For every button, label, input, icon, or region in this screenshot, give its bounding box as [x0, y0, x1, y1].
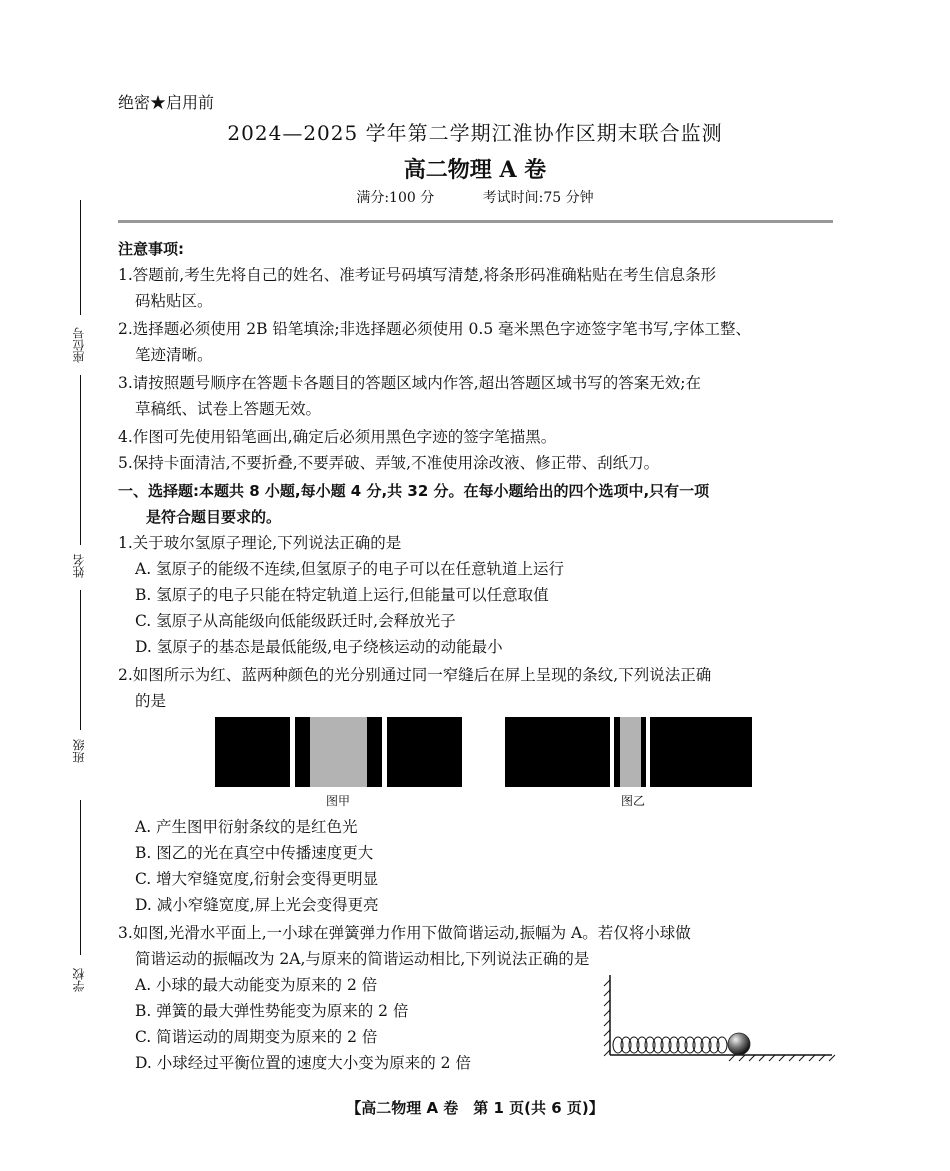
- exam-time: 考试时间:75 分钟: [482, 190, 594, 206]
- side-label-seat: 座位号: [72, 327, 86, 363]
- side-label-class: 班级: [72, 739, 86, 763]
- bright-fringe: [610, 717, 614, 787]
- spring-ball-figure: [600, 970, 840, 1065]
- exam-meta: [0, 187, 950, 207]
- q3-option-c: C. 简谐运动的周期变为原来的 2 倍: [135, 1028, 378, 1046]
- notice-item: 2.选择题必须使用 2B 铅笔填涂;非选择题必须使用 0.5 毫米黑色字迹签字笔书写,字体工整、: [118, 320, 752, 338]
- side-line: [80, 590, 81, 730]
- central-fringe: [310, 717, 367, 787]
- bright-fringe: [646, 717, 650, 787]
- q1-option-d: D. 氢原子的基态是最低能级,电子绕核运动的动能最小: [135, 638, 503, 656]
- side-line: [80, 375, 81, 545]
- diffraction-figure-a: [215, 717, 462, 787]
- notice-item: 草稿纸、试卷上答题无效。: [135, 400, 322, 418]
- figure-a-caption: 图甲: [326, 794, 351, 808]
- q2-stem: 2.如图所示为红、蓝两种颜色的光分别通过同一窄缝后在屏上呈现的条纹,下列说法正确: [118, 666, 712, 684]
- notice-item: 5.保持卡面清洁,不要折叠,不要弄破、弄皱,不准使用涂改液、修正带、刮纸刀。: [118, 454, 660, 472]
- q3-stem: 3.如图,光滑水平面上,一小球在弹簧弹力作用下做简谐运动,振幅为 A。若仅将小球做: [118, 924, 691, 942]
- q1-option-c: C. 氢原子从高能级向低能级跃迁时,会释放光子: [135, 612, 456, 630]
- header-divider: [118, 220, 833, 223]
- figure-b-caption: 图乙: [621, 794, 646, 808]
- notice-item: 码粘贴区。: [135, 292, 213, 310]
- exam-title: 2024—2025 学年第二学期江淮协作区期末联合监测: [227, 121, 723, 145]
- q3-option-b: B. 弹簧的最大弹性势能变为原来的 2 倍: [135, 1002, 409, 1020]
- page-footer: 【高二物理 A 卷 第 1 页(共 6 页)】: [346, 1099, 604, 1117]
- q1-option-b: B. 氢原子的电子只能在特定轨道上运行,但能量可以任意取值: [135, 586, 549, 604]
- q3-option-d: D. 小球经过平衡位置的速度大小变为原来的 2 倍: [135, 1054, 471, 1072]
- section-heading: 一、选择题:本题共 8 小题,每小题 4 分,共 32 分。在每小题给出的四个选项中,只有一项: [118, 482, 710, 500]
- full-score: 满分:100 分: [356, 190, 435, 206]
- q2-option-a: A. 产生图甲衍射条纹的是红色光: [135, 818, 358, 836]
- notice-item: 4.作图可先使用铅笔画出,确定后必须用黑色字迹的签字笔描黑。: [118, 428, 557, 446]
- side-line: [80, 800, 81, 955]
- bright-fringe: [290, 717, 295, 787]
- q2-option-b: B. 图乙的光在真空中传播速度更大: [135, 844, 374, 862]
- q3-stem-cont: 简谐运动的振幅改为 2A,与原来的简谐运动相比,下列说法正确的是: [135, 950, 590, 968]
- q1-option-a: A. 氢原子的能级不连续,但氢原子的电子可以在任意轨道上运行: [135, 560, 564, 578]
- notice-item: 3.请按照题号顺序在答题卡各题目的答题区域内作答,超出答题区域书写的答案无效;在: [118, 374, 701, 392]
- q2-option-d: D. 减小窄缝宽度,屏上光会变得更亮: [135, 896, 379, 914]
- q2-stem-cont: 的是: [135, 692, 167, 710]
- central-fringe: [620, 717, 641, 787]
- side-label-name: 姓名: [72, 554, 86, 578]
- exam-subtitle: 高二物理 A 卷: [403, 157, 547, 183]
- q3-option-a: A. 小球的最大动能变为原来的 2 倍: [135, 976, 378, 994]
- notice-item: 笔迹清晰。: [135, 346, 213, 364]
- diffraction-figure-b: [505, 717, 752, 787]
- confidential-mark: 绝密★启用前: [118, 93, 215, 112]
- q1-stem: 1.关于玻尔氢原子理论,下列说法正确的是: [118, 534, 402, 552]
- notice-item: 1.答题前,考生先将自己的姓名、准考证号码填写清楚,将条形码准确粘贴在考生信息条形: [118, 266, 717, 284]
- section-heading-cont: 是符合题目要求的。: [146, 508, 282, 526]
- side-line: [80, 200, 81, 315]
- notice-heading: 注意事项:: [118, 240, 184, 258]
- side-label-school: 学校: [72, 968, 86, 992]
- bright-fringe: [382, 717, 387, 787]
- q2-option-c: C. 增大窄缝宽度,衍射会变得更明显: [135, 870, 379, 888]
